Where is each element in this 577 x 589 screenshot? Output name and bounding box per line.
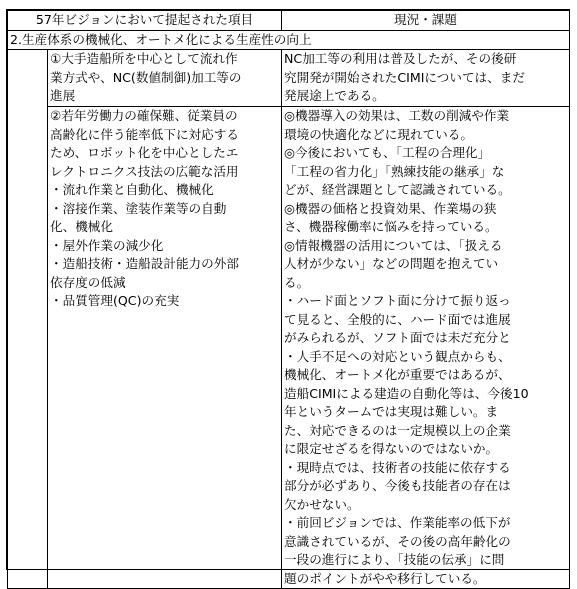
- status-2-line: さ、機器稼働率に悩みを持っている。: [284, 219, 498, 234]
- status-1-line: 発展途上である。: [284, 88, 385, 103]
- item-2-line: レクトロニクス技法の広範な活用: [50, 163, 239, 179]
- status-2-line: ◎機器の価格と投資効果、作業場の狭: [284, 200, 497, 216]
- status-2-line: ◎情報機器の活用については、「扱える: [284, 237, 503, 253]
- status-cell-1: [282, 50, 570, 107]
- indent-cell: [8, 50, 48, 589]
- item-1-line: ①大手造船所を中心として流れ作: [50, 51, 238, 66]
- status-1-line: NC加工等の利用は普及したが、その後研: [284, 51, 517, 66]
- status-2-line: 意識されているが、その後の高年齢化の: [284, 533, 511, 549]
- status-2-line: 人材が少ない」などの問題を抱えてい: [284, 256, 499, 271]
- status-2-line: 題のポイントがやや移行している。: [284, 570, 486, 586]
- status-2-line: 造船CIMIによる建造の自動化等は、今後10: [284, 385, 529, 401]
- status-2-line: 年というタームでは実現は難しい。ま: [284, 404, 499, 419]
- header-row: [8, 11, 570, 31]
- item-2-line: 高齢化に伴う能率低下に対応する: [50, 126, 239, 142]
- status-2-line: て見ると、全般的に、ハード面では進展: [284, 311, 511, 327]
- table-row: [8, 50, 570, 107]
- header-left: 57年ビジョンにおいて提起された項目: [8, 11, 282, 31]
- item-cell-1: [48, 50, 282, 107]
- item-2-line: ・溶接作業、塗装作業等の自動: [50, 200, 227, 216]
- item-2-line: ため、ロボット化を中心としたエ: [50, 145, 239, 160]
- item-2-line: ・品質管理(QC)の充実: [50, 293, 180, 308]
- status-2-line: 一段の進行により、「技能の伝承」に問: [284, 552, 505, 567]
- section-row: [8, 30, 570, 50]
- item-2-line: ・屋外作業の減少化: [50, 237, 164, 253]
- status-2-line: た、対応できるのは一定規模以上の企業: [284, 422, 511, 438]
- section-title: 2.生産体系の機械化、オートメ化による生産性の向上: [8, 30, 570, 50]
- status-2-line: 部分が必ずあり、今後も技能者の存在は: [284, 478, 511, 493]
- status-1-line: 究開発が開始されたCIMIについては、まだ: [284, 69, 525, 85]
- item-2-line: ・流れ作業と自動化、機械化: [50, 182, 214, 197]
- status-2-line: る。: [284, 274, 310, 290]
- item-1-line: 進展: [50, 88, 76, 103]
- status-2-line: ◎機器導入の効果は、工数の削減や作業: [284, 108, 510, 123]
- status-2-line: 環境の快適化などに現れている。: [284, 126, 473, 142]
- status-2-line: 「工程の省力化」「熟練技能の継承」な: [284, 163, 505, 179]
- item-2-line: 化、機械化: [50, 219, 113, 234]
- item-2-line: ・造船技術・造船設計能力の外部: [50, 256, 239, 271]
- table-row: [8, 107, 570, 589]
- status-cell-2: [282, 107, 570, 589]
- item-2-line: 依存度の低減: [50, 274, 126, 290]
- header-right: 現況・課題: [282, 11, 570, 31]
- document-page: [6, 9, 570, 586]
- status-2-line: ・人手不足への対応という観点からも、: [284, 348, 511, 364]
- status-2-line: ・ハード面とソフト面に分けて振り返っ: [284, 293, 511, 308]
- item-1-line: 業方式や、NC(数値制御)加工等の: [50, 69, 242, 85]
- status-2-line: ・現時点では、技術者の技能に依存する: [284, 459, 511, 475]
- status-2-line: 機械化、オートメ化が重要ではあるが、: [284, 367, 511, 382]
- status-2-line: ・前回ビジョンでは、作業能率の低下が: [284, 515, 511, 530]
- item-cell-2: [48, 107, 282, 589]
- status-2-line: ◎今後においても、「工程の合理化」: [284, 145, 491, 160]
- status-2-line: 欠かせない。: [284, 496, 360, 512]
- item-2-line: ②若年労働力の確保難、従業員の: [50, 108, 238, 123]
- status-2-line: がみられるが、ソフト面では未だ充分と: [284, 330, 511, 345]
- vision-table: [7, 10, 570, 589]
- status-2-line: に限定せざるを得ないのではないか。: [284, 441, 499, 456]
- status-2-line: どが、経営課題として認識されている。: [284, 182, 511, 197]
